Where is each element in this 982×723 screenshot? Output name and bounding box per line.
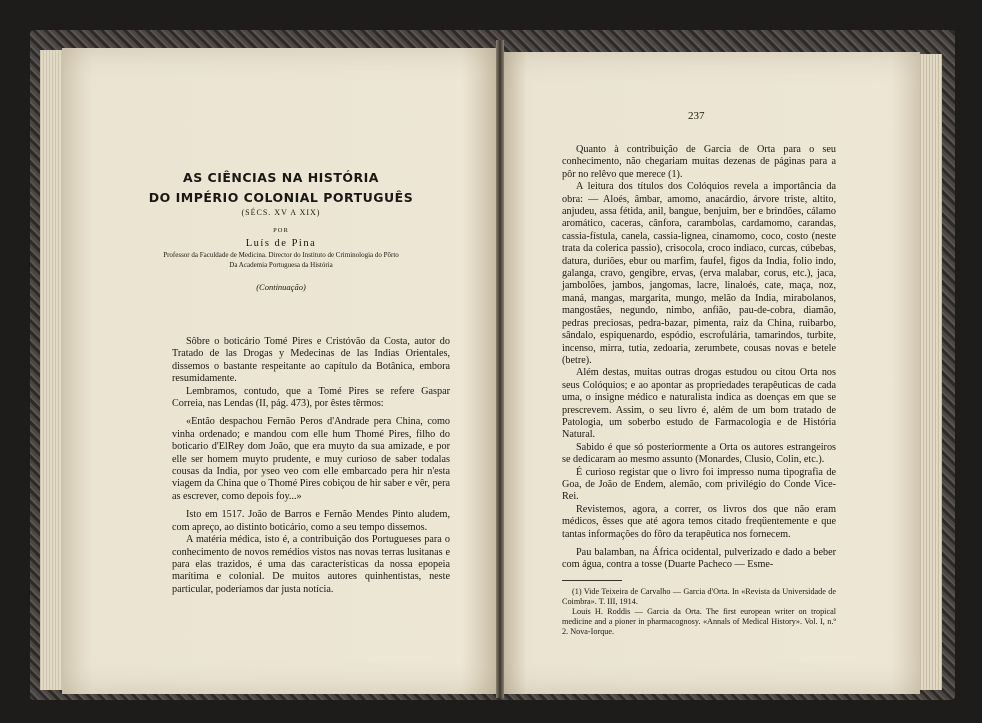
article-header — [110, 168, 452, 292]
paragraph: Isto em 1517. João de Barros e Fernão Mendes Pinto aludem, com apreço, ao distinto boticário, como a seu tempo dissemos. — [172, 509, 450, 533]
byline-por: POR — [273, 227, 289, 234]
page-edges-right — [918, 54, 942, 690]
author-name: Luís de Pina — [245, 238, 317, 249]
paragraph: Pau balamban, na África ocidental, pulverizado e dado a beber com água, contra a tosse (Duarte Pacheco — Esme- — [562, 547, 836, 571]
affiliation-line-1: Professor da Faculdade de Medicina. Director do Instituto de Criminologia do Pôrto — [163, 251, 399, 259]
footnotes — [562, 587, 836, 637]
paragraph: Sôbre o boticário Tomé Pires e Cristóvão da Costa, autor do Tratado de las Drogas y Medecinas de las Indias Orientales, dissemos o bastante respeitante ao capítulo da Botânica, embora resumidamente. — [172, 336, 450, 385]
page-number: 237 — [688, 110, 705, 122]
footnote: Louis H. Roddis — Garcia da Orta. The first european writer on tropical medicine and a pioner in pharmacognosy. «Annals of Medical History». Vol. I, n.º 2. Nova-Iorque. — [562, 606, 836, 636]
title-line-2: DO IMPÉRIO COLONIAL PORTUGUÊS — [148, 190, 414, 205]
article-subtitle: (SÉCS. XV A XIX) — [241, 208, 321, 217]
title-line-1: AS CIÊNCIAS NA HISTÓRIA — [183, 170, 379, 185]
affiliation-line-2: Da Academia Portuguesa da História — [229, 260, 333, 269]
footnote-rule — [562, 580, 622, 581]
author-affiliation — [110, 251, 452, 270]
right-body-text — [562, 144, 836, 637]
paragraph: Revistemos, agora, a correr, os livros dos que não eram médicos, êsses que até agora temos citado freqüentemente e que tantas informações do fôro da terapêutica nos fornecem. — [562, 503, 836, 540]
paragraph: Quanto à contribuição de Garcia de Orta para o seu conhecimento, não chegariam muitas dezenas de páginas para a pôr no relêvo que merece (1). — [562, 144, 836, 180]
book-gutter — [496, 40, 504, 698]
article-title — [110, 168, 452, 208]
paragraph: É curioso registar que o livro foi impresso numa tipografia de Goa, de João de Endem, alemão, com privilégio do Conde Vice-Rei. — [562, 466, 836, 503]
paragraph: Lembramos, contudo, que a Tomé Pires se refere Gaspar Correia, nas Lendas (II, pág. 473), por êstes têrmos: — [172, 385, 450, 410]
paragraph: Além destas, muitas outras drogas estudou ou citou Orta nos seus Colóquios; e ao apontar as propriedades terapêuticas de cada uma, o insigne médico e naturalista indica as doenças em que se prescrevem. Assim, o seu livro é, além de um bom tratado de Patologia, um soberbo estudo de Farmacologia e de História Natural. — [562, 367, 836, 441]
footnote: (1) Vide Teixeira de Carvalho — Garcia d'Orta. In «Revista da Universidade de Coimbra». T. III, 1914. — [562, 586, 836, 606]
continuation-note: (Continuação) — [256, 282, 306, 292]
quotation: «Então despachou Fernão Peros d'Andrade pera China, como vinha ordenado; e mandou com elle hum Thomé Pires, filho do boticario d'ElRey dom João, que era muyto da sua amizade, e por elle ser homem muyto prudente, e muy curioso de saber todalas cousas da India, por yseo veo com elle embarcado pera hir n'esta viagem da China que o Thomé Pires cobiçou de hir saber e vêr, pera as escrever, como depois foy...» — [172, 416, 450, 502]
page-edges-left — [40, 50, 64, 690]
left-body-text — [172, 336, 450, 596]
paragraph: A leitura dos títulos dos Colóquios revela a importância da obra: — Aloés, âmbar, amomo, anacárdio, árvore triste, altito, anjudeu, assa fétida, anil, bangue, benjuim, ber e brindões, cálamo aromático, caceras, cânfora, carambolas, cardamomo, carandas, cassia-fístula, canela, cassia-lignea, cinamomo, coco, costo (neste trata da colerica passio), crisocola, croco indiaco, curcas, cúbebas, datura, duriões, ebur ou marfim, faufel, figos da India, folio indo, galanga, cravo, gengibre, ervas, (erva malabar, corus, etc.), jaca, jambolões, jambos, jangomas, lacre, linaloés, cate, maça, noz, maná, mangas, margarita, mungo, melão da India, mirabolanos, mangostães, negundo, nimbo, anfião, pau-de-cobra, diamão, pedras preciosas, pedra-bazar, pimenta, raiz da China, ruibarbo, sândalo, espiquenardo, espódio, escrofulária, tamarindos, turbite, incenso, mirra, tutia, zedoaria, zerumbete, cousas novas e betele (betre). — [562, 181, 836, 366]
paragraph: A matéria médica, isto é, a contribuição dos Portugueses para o conhecimento de novos remédios vistos nas novas terras lusitanas e para elas trazidos, é uma das características da nossa epopeia marítima e colonial. De muitos autores quinhentistas, neste particular, poderíamos dar justa notícia. — [172, 534, 450, 595]
paragraph: Sabido é que só posteriormente a Orta os autores estrangeiros se dedicaram ao mesmo assunto (Monardes, Clusio, Colin, etc.). — [562, 441, 836, 466]
